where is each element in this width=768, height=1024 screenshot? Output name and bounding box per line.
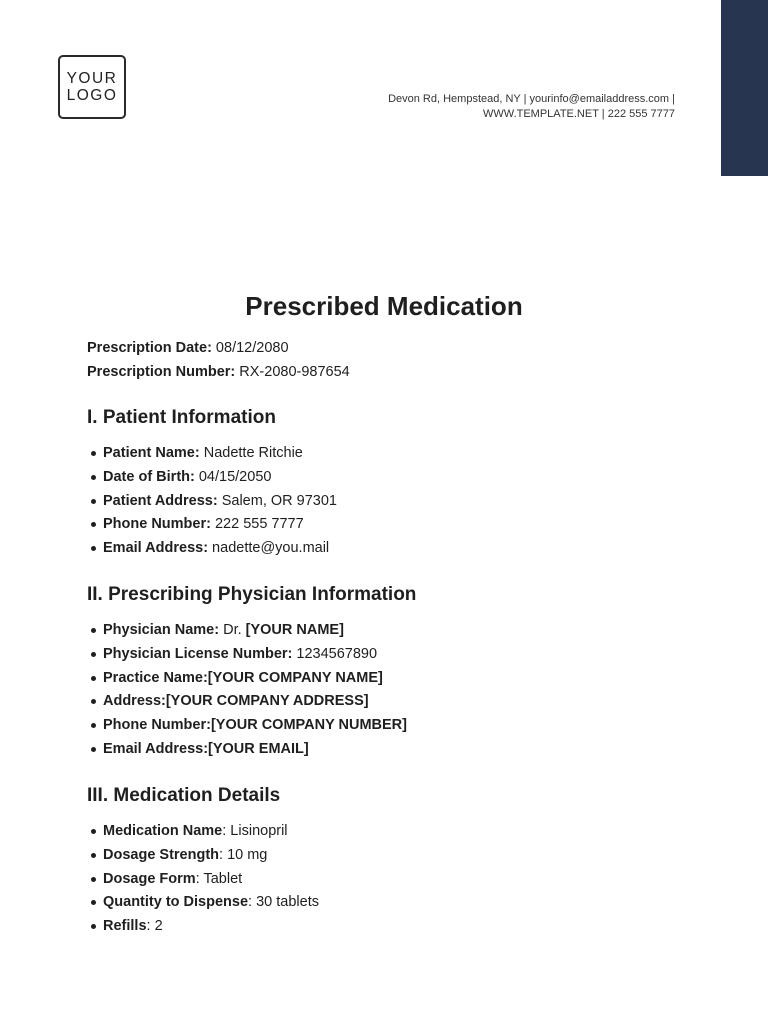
contact-line-2: WWW.TEMPLATE.NET | 222 555 7777: [483, 107, 675, 120]
item-text: Address:[YOUR COMPANY ADDRESS]: [103, 693, 369, 710]
item-label: Medication Name: [103, 823, 223, 839]
item-value: : Lisinopril: [222, 823, 288, 839]
item-label: Physician License Number:: [103, 645, 293, 662]
item-value: 04/15/2050: [194, 468, 272, 485]
header-accent-bar: [721, 0, 768, 176]
patient-info-list: [87, 444, 337, 563]
item-value: : 10 mg: [219, 846, 268, 863]
list-item: [87, 870, 319, 894]
item-text: Email Address:[YOUR EMAIL]: [103, 740, 309, 757]
company-logo: [58, 55, 126, 119]
item-value: : 2: [146, 918, 163, 935]
logo-line-2: LOGO: [66, 87, 118, 104]
prescription-number: [87, 363, 350, 387]
item-label: Email Address:: [103, 540, 209, 557]
item-label: Patient Address:: [103, 492, 218, 509]
item-text: Phone Number:[YOUR COMPANY NUMBER]: [103, 717, 407, 734]
item-value: 1234567890: [292, 645, 378, 662]
list-item: [87, 917, 319, 941]
item-label: Quantity to Dispense: [103, 894, 249, 911]
item-value: : Tablet: [195, 870, 243, 887]
prescription-number-value: RX-2080-987654: [235, 363, 350, 380]
list-item: [87, 716, 407, 740]
list-item: [87, 822, 319, 846]
list-item: [87, 444, 337, 468]
contact-line-1: Devon Rd, Hempstead, NY | yourinfo@emailaddress.com |: [388, 93, 675, 105]
item-value: : 30 tablets: [248, 894, 319, 911]
medication-details-list: [87, 822, 319, 941]
list-item: [87, 621, 407, 645]
page-title: Prescribed Medication: [245, 291, 523, 321]
item-label: Physician Name:: [103, 622, 220, 638]
item-label: Dosage Form: [103, 870, 196, 887]
prescription-date-label: Prescription Date:: [87, 340, 212, 356]
item-label: Refills: [103, 918, 147, 935]
physician-section-heading: II. Prescribing Physician Information: [87, 584, 417, 605]
list-item: [87, 645, 407, 669]
contact-info: [388, 92, 675, 121]
item-value: nadette@you.mail: [208, 540, 330, 557]
item-label: Dosage Strength: [103, 846, 220, 863]
list-item: [87, 846, 319, 870]
item-label: Phone Number:: [103, 516, 211, 533]
prescription-number-label: Prescription Number:: [87, 363, 236, 380]
item-placeholder: [YOUR NAME]: [245, 622, 344, 638]
list-item: [87, 468, 337, 492]
medication-section-heading: III. Medication Details: [87, 785, 281, 806]
item-text: Practice Name:[YOUR COMPANY NAME]: [103, 669, 383, 686]
item-value: 222 555 7777: [210, 516, 304, 533]
item-label: Patient Name:: [103, 445, 200, 461]
item-value: Nadette Ritchie: [199, 445, 303, 461]
patient-section-heading: I. Patient Information: [87, 407, 276, 428]
item-label: Date of Birth:: [103, 468, 195, 485]
list-item: [87, 692, 407, 716]
logo-line-1: YOUR: [66, 70, 118, 87]
list-item: [87, 893, 319, 917]
prescription-meta: [87, 339, 350, 386]
list-item: [87, 740, 407, 764]
physician-info-list: [87, 621, 407, 764]
prescription-date: [87, 339, 350, 363]
list-item: [87, 669, 407, 693]
list-item: [87, 492, 337, 516]
item-value: Salem, OR 97301: [217, 492, 337, 509]
list-item: [87, 539, 337, 563]
item-value: Dr.: [219, 622, 246, 638]
list-item: [87, 515, 337, 539]
prescription-date-value: 08/12/2080: [211, 340, 289, 356]
